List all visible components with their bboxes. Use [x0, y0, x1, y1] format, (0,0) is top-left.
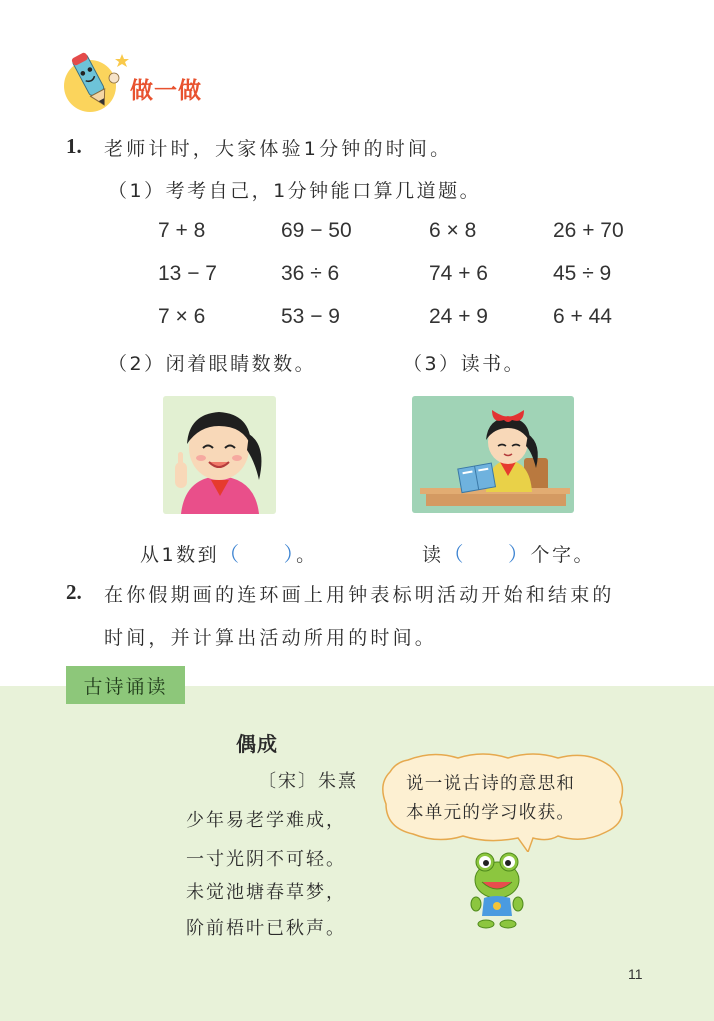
poem-panel [0, 686, 714, 1021]
answer-blank-close: ） [283, 542, 297, 566]
poem-line: 一寸光阴不可轻。 [186, 849, 346, 870]
speech-bubble-line-1: 说一说古诗的意思和 [406, 774, 576, 794]
fill-in-read [422, 538, 595, 567]
reading-girl-illustration [412, 396, 574, 513]
poem-line: 少年易老学难成， [186, 810, 346, 831]
fill-in-read-prefix: 读 [422, 544, 444, 566]
speech-bubble-text [406, 770, 626, 828]
expression: 36 ÷ 6 [281, 262, 340, 285]
question-1-part-1: （1）考考自己，1分钟能口算几道题。 [108, 180, 482, 202]
expression: 7 + 8 [158, 219, 206, 242]
question-number-2: 2. [66, 580, 82, 604]
pencil-mascot-icon [62, 48, 132, 114]
poem-line: 阶前梧叶已秋声。 [186, 918, 346, 939]
question-2-line-2: 时间，并计算出活动所用的时间。 [104, 627, 438, 649]
expression: 7 × 6 [158, 305, 206, 328]
poem-author: 〔宋〕朱熹 [258, 771, 358, 792]
poem-title: 偶成 [236, 732, 278, 756]
poem-tab: 古诗诵读 [66, 666, 185, 704]
fill-in-count-suffix: 。 [296, 544, 318, 566]
expression: 6 × 8 [429, 219, 477, 242]
expression: 69 − 50 [281, 219, 352, 242]
expression: 6 + 44 [553, 305, 612, 328]
expression: 45 ÷ 9 [553, 262, 612, 285]
expression: 13 − 7 [158, 262, 217, 285]
expression: 74 + 6 [429, 262, 488, 285]
expression: 53 − 9 [281, 305, 340, 328]
fill-in-read-suffix: 个字。 [530, 544, 596, 566]
page-number: 11 [628, 966, 643, 982]
answer-blank-close: ） [508, 542, 531, 566]
frog-mascot-icon [468, 850, 526, 930]
question-2-line-1: 在你假期画的连环画上用钟表标明活动开始和结束的 [104, 584, 615, 606]
fill-in-count-prefix: 从1数到 [140, 544, 220, 566]
section-title: 做一做 [130, 78, 202, 104]
expression: 26 + 70 [553, 219, 624, 242]
expression: 24 + 9 [429, 305, 488, 328]
answer-blank-open: （ [219, 542, 242, 566]
question-1-part-2: （2）闭着眼睛数数。 [108, 353, 317, 375]
speech-bubble-line-2: 本单元的学习收获。 [406, 803, 576, 823]
counting-girl-illustration [163, 396, 276, 514]
answer-blank-open: （ [443, 542, 467, 566]
fill-in-count [140, 538, 318, 567]
question-1-text: 老师计时，大家体验1分钟的时间。 [104, 138, 453, 160]
poem-line: 未觉池塘春草梦， [186, 882, 346, 903]
question-1-part-3: （3）读书。 [403, 353, 526, 375]
question-number-1: 1. [66, 134, 82, 158]
